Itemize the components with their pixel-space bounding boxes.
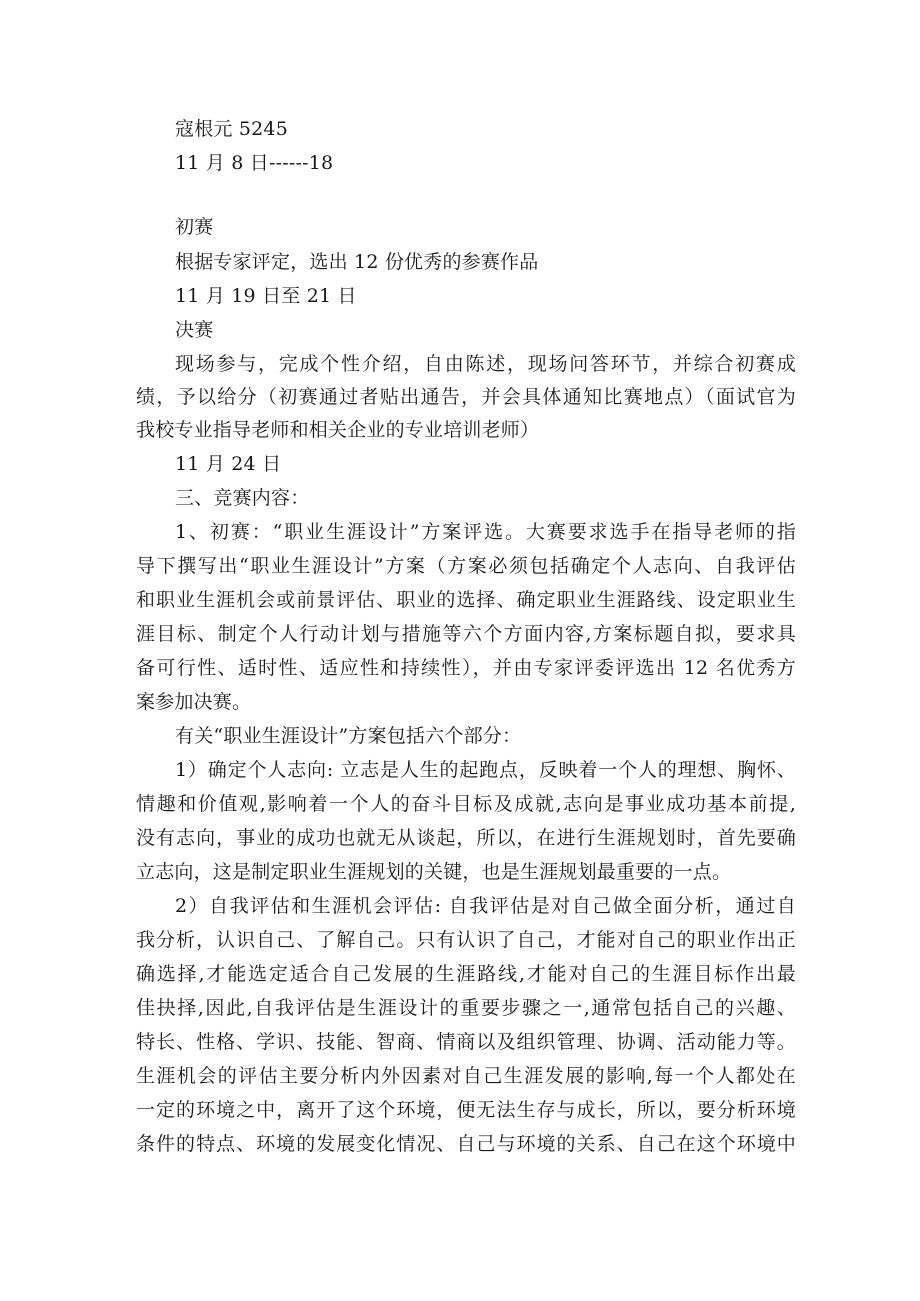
- section-heading-content: 三、竞赛内容：: [175, 487, 310, 509]
- text-line-para2-2: 情趣和价值观,影响着一个人的奋斗目标及成就,志向是事业成功基本前提,: [136, 793, 796, 815]
- text-line-final-desc-3: 我校专业指导老师和相关企业的专业培训老师）: [136, 419, 540, 441]
- text-line-para3-4: 佳抉择,因此,自我评估是生涯设计的重要步骤之一,通常包括自己的兴趣、: [136, 997, 796, 1019]
- text-line-para2-3: 没有志向，事业的成功也就无从谈起，所以，在进行生涯规划时，首先要确: [136, 827, 796, 849]
- text-line-preliminary-heading: 初赛: [175, 216, 214, 238]
- text-line-para2-4: 立志向，这是制定职业生涯规划的关键，也是生涯规划最重要的一点。: [136, 861, 732, 883]
- text-line-para1-3: 和职业生涯机会或前景评估、职业的选择、确定职业生涯路线、设定职业生: [136, 589, 796, 611]
- text-line-para1-5: 备可行性、适时性、适应性和持续性），并由专家评委评选出 12 名优秀方: [136, 657, 796, 679]
- text-line-para3-8: 条件的特点、环境的发展变化情况、自己与环境的关系、自己在这个环境中: [136, 1133, 796, 1155]
- text-line-para1-6: 案参加决赛。: [136, 691, 252, 713]
- text-line-date-1: 11 月 8 日------18: [175, 152, 334, 174]
- text-line-preliminary-desc: 根据专家评定，选出 12 份优秀的参赛作品: [175, 251, 539, 273]
- text-line-date-2: 11 月 19 日至 21 日: [175, 285, 357, 307]
- text-line-para1-1: 1、初赛：“职业生涯设计”方案评选。大赛要求选手在指导老师的指: [175, 521, 796, 543]
- text-line-para3-7: 一定的环境之中，离开了这个环境，便无法生存与成长，所以，要分析环境: [136, 1099, 796, 1121]
- text-line-para3-2: 我分析，认识自己、了解自己。只有认识了自己，才能对自己的职业作出正: [136, 929, 796, 951]
- text-line-para3-3: 确选择,才能选定适合自己发展的生涯路线,才能对自己的生涯目标作出最: [136, 963, 796, 985]
- text-line-parts-intro: 有关“职业生涯设计”方案包括六个部分：: [175, 725, 522, 747]
- text-line-final-heading: 决赛: [175, 319, 214, 341]
- text-line-final-desc-2: 绩，予以给分（初赛通过者贴出通告，并会具体通知比赛地点）（面试官为: [136, 386, 796, 408]
- text-line-final-desc-1: 现场参与，完成个性介绍，自由陈述，现场问答环节，并综合初赛成: [175, 353, 796, 375]
- text-line-para3-6: 生涯机会的评估主要分析内外因素对自己生涯发展的影响,每一个人都处在: [136, 1065, 796, 1087]
- text-line-para3-1: 2）自我评估和生涯机会评估: 自我评估是对自己做全面分析，通过自: [175, 895, 796, 917]
- text-line-name: 寇根元 5245: [175, 118, 288, 140]
- text-line-para1-4: 涯目标、制定个人行动计划与措施等六个方面内容,方案标题自拟，要求具: [136, 623, 796, 645]
- text-line-para2-1: 1）确定个人志向: 立志是人生的起跑点，反映着一个人的理想、胸怀、: [175, 759, 796, 781]
- text-line-para1-2: 导下撰写出“职业生涯设计”方案（方案必须包括确定个人志向、自我评估: [136, 555, 796, 577]
- text-line-date-3: 11 月 24 日: [175, 453, 282, 475]
- text-line-para3-5: 特长、性格、学识、技能、智商、情商以及组织管理、协调、活动能力等。: [136, 1031, 796, 1053]
